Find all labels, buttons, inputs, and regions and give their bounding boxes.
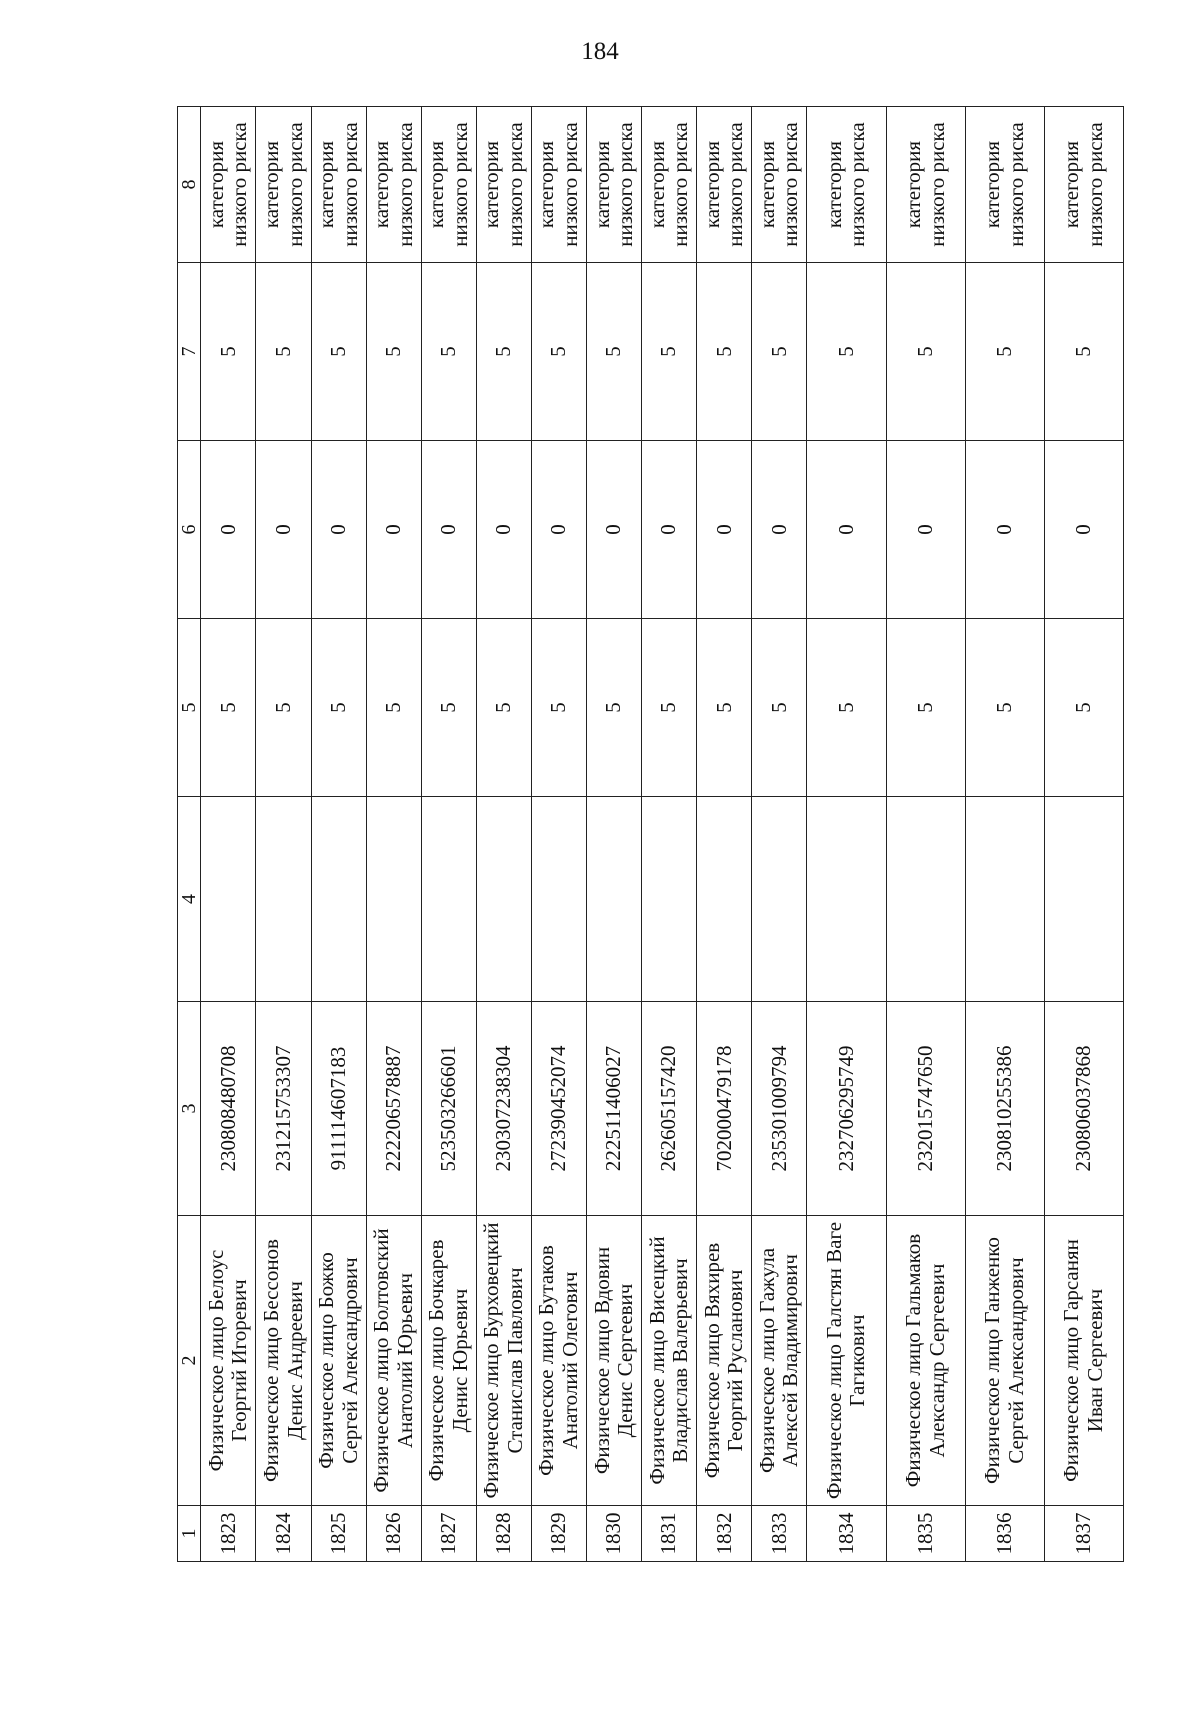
entity-name: Физическое лицо Бутаков Анатолий Олегович xyxy=(531,1216,586,1506)
table-row xyxy=(886,107,965,1562)
column-6-value: 0 xyxy=(311,441,366,619)
column-7-value: 5 xyxy=(311,263,366,441)
column-7-value: 5 xyxy=(531,263,586,441)
inn-cell: 235301009794 xyxy=(752,1002,807,1216)
risk-category: категория низкого риска xyxy=(256,107,311,263)
table-row xyxy=(642,107,697,1562)
column-4-cell xyxy=(886,797,965,1002)
column-7-value: 5 xyxy=(1044,263,1123,441)
entity-name: Физическое лицо Вяхирев Георгий Русланович xyxy=(697,1216,752,1506)
column-5-value: 5 xyxy=(807,619,886,797)
column-5-value: 5 xyxy=(421,619,476,797)
risk-category: категория низкого риска xyxy=(476,107,531,263)
column-5-value: 5 xyxy=(965,619,1044,797)
header-cell-2: 2 xyxy=(178,1216,201,1506)
row-number: 1832 xyxy=(697,1506,752,1562)
header-cell-6: 6 xyxy=(178,441,201,619)
column-7-value: 5 xyxy=(421,263,476,441)
inn-cell: 702000479178 xyxy=(697,1002,752,1216)
column-4-cell xyxy=(965,797,1044,1002)
column-4-cell xyxy=(366,797,421,1002)
table-row xyxy=(1044,107,1123,1562)
column-7-value: 5 xyxy=(752,263,807,441)
risk-category: категория низкого риска xyxy=(697,107,752,263)
column-6-value: 0 xyxy=(697,441,752,619)
column-7-value: 5 xyxy=(256,263,311,441)
table-row xyxy=(201,107,256,1562)
inn-cell: 272390452074 xyxy=(531,1002,586,1216)
header-cell-4: 4 xyxy=(178,797,201,1002)
column-5-value: 5 xyxy=(476,619,531,797)
inn-cell: 231215753307 xyxy=(256,1002,311,1216)
table-row xyxy=(476,107,531,1562)
row-number: 1833 xyxy=(752,1506,807,1562)
column-4-cell xyxy=(697,797,752,1002)
risk-category: категория низкого риска xyxy=(642,107,697,263)
column-4-cell xyxy=(752,797,807,1002)
column-6-value: 0 xyxy=(807,441,886,619)
column-5-value: 5 xyxy=(256,619,311,797)
column-7-value: 5 xyxy=(807,263,886,441)
table-row xyxy=(697,107,752,1562)
column-5-value: 5 xyxy=(697,619,752,797)
row-number: 1824 xyxy=(256,1506,311,1562)
header-cell-7: 7 xyxy=(178,263,201,441)
column-6-value: 0 xyxy=(886,441,965,619)
row-number: 1830 xyxy=(587,1506,642,1562)
table-row xyxy=(965,107,1044,1562)
inn-cell: 523503266601 xyxy=(421,1002,476,1216)
column-6-value: 0 xyxy=(752,441,807,619)
table-row xyxy=(256,107,311,1562)
rotated-table-container xyxy=(177,107,1124,1562)
risk-category: категория низкого риска xyxy=(807,107,886,263)
risk-category: категория низкого риска xyxy=(1044,107,1123,263)
entity-name: Физическое лицо Галстян Ваге Гагикович xyxy=(807,1216,886,1506)
column-5-value: 5 xyxy=(642,619,697,797)
column-7-value: 5 xyxy=(201,263,256,441)
column-5-value: 5 xyxy=(1044,619,1123,797)
entity-name: Физическое лицо Божко Сергей Александрович xyxy=(311,1216,366,1506)
registry-table xyxy=(177,106,1124,1562)
column-4-cell xyxy=(531,797,586,1002)
column-4-cell xyxy=(421,797,476,1002)
entity-name: Физическое лицо Ганженко Сергей Александрович xyxy=(965,1216,1044,1506)
header-row xyxy=(178,107,201,1562)
risk-category: категория низкого риска xyxy=(201,107,256,263)
row-number: 1836 xyxy=(965,1506,1044,1562)
table-row xyxy=(531,107,586,1562)
inn-cell: 911114607183 xyxy=(311,1002,366,1216)
column-5-value: 5 xyxy=(752,619,807,797)
column-6-value: 0 xyxy=(531,441,586,619)
entity-name: Физическое лицо Гальмаков Александр Сергеевич xyxy=(886,1216,965,1506)
column-4-cell xyxy=(256,797,311,1002)
row-number: 1828 xyxy=(476,1506,531,1562)
row-number: 1831 xyxy=(642,1506,697,1562)
column-4-cell xyxy=(311,797,366,1002)
page-number: 184 xyxy=(581,38,619,65)
column-7-value: 5 xyxy=(476,263,531,441)
column-6-value: 0 xyxy=(476,441,531,619)
column-4-cell xyxy=(201,797,256,1002)
row-number: 1829 xyxy=(531,1506,586,1562)
row-number: 1826 xyxy=(366,1506,421,1562)
entity-name: Физическое лицо Вдовин Денис Сергеевич xyxy=(587,1216,642,1506)
inn-cell: 222511406027 xyxy=(587,1002,642,1216)
inn-cell: 230307238304 xyxy=(476,1002,531,1216)
header-cell-3: 3 xyxy=(178,1002,201,1216)
column-6-value: 0 xyxy=(587,441,642,619)
column-7-value: 5 xyxy=(642,263,697,441)
entity-name: Физическое лицо Бессонов Денис Андреевич xyxy=(256,1216,311,1506)
column-4-cell xyxy=(1044,797,1123,1002)
entity-name: Физическое лицо Гажула Алексей Владимирович xyxy=(752,1216,807,1506)
inn-cell: 232015747650 xyxy=(886,1002,965,1216)
entity-name: Физическое лицо Бочкарев Денис Юрьевич xyxy=(421,1216,476,1506)
table-row xyxy=(366,107,421,1562)
row-number: 1825 xyxy=(311,1506,366,1562)
header-cell-5: 5 xyxy=(178,619,201,797)
column-4-cell xyxy=(476,797,531,1002)
entity-name: Физическое лицо Гарсанян Иван Сергеевич xyxy=(1044,1216,1123,1506)
column-5-value: 5 xyxy=(311,619,366,797)
column-5-value: 5 xyxy=(531,619,586,797)
column-6-value: 0 xyxy=(1044,441,1123,619)
column-7-value: 5 xyxy=(587,263,642,441)
header-cell-1: 1 xyxy=(178,1506,201,1562)
risk-category: категория низкого риска xyxy=(531,107,586,263)
column-4-cell xyxy=(807,797,886,1002)
column-4-cell xyxy=(587,797,642,1002)
risk-category: категория низкого риска xyxy=(886,107,965,263)
column-6-value: 0 xyxy=(366,441,421,619)
table-row xyxy=(311,107,366,1562)
column-7-value: 5 xyxy=(965,263,1044,441)
table-row xyxy=(807,107,886,1562)
risk-category: категория низкого риска xyxy=(366,107,421,263)
table-row xyxy=(587,107,642,1562)
column-7-value: 5 xyxy=(886,263,965,441)
column-5-value: 5 xyxy=(201,619,256,797)
inn-cell: 230806037868 xyxy=(1044,1002,1123,1216)
column-6-value: 0 xyxy=(965,441,1044,619)
column-6-value: 0 xyxy=(642,441,697,619)
inn-cell: 232706295749 xyxy=(807,1002,886,1216)
inn-cell: 230810255386 xyxy=(965,1002,1044,1216)
column-5-value: 5 xyxy=(587,619,642,797)
risk-category: категория низкого риска xyxy=(587,107,642,263)
inn-cell: 262605157420 xyxy=(642,1002,697,1216)
entity-name: Физическое лицо Висецкий Владислав Валерьевич xyxy=(642,1216,697,1506)
row-number: 1834 xyxy=(807,1506,886,1562)
column-5-value: 5 xyxy=(366,619,421,797)
column-6-value: 0 xyxy=(256,441,311,619)
risk-category: категория низкого риска xyxy=(421,107,476,263)
column-6-value: 0 xyxy=(201,441,256,619)
row-number: 1837 xyxy=(1044,1506,1123,1562)
column-7-value: 5 xyxy=(366,263,421,441)
table-row xyxy=(421,107,476,1562)
risk-category: категория низкого риска xyxy=(965,107,1044,263)
inn-cell: 222206578887 xyxy=(366,1002,421,1216)
column-7-value: 5 xyxy=(697,263,752,441)
table-row xyxy=(752,107,807,1562)
risk-category: категория низкого риска xyxy=(311,107,366,263)
column-5-value: 5 xyxy=(886,619,965,797)
header-cell-8: 8 xyxy=(178,107,201,263)
entity-name: Физическое лицо Белоус Георгий Игоревич xyxy=(201,1216,256,1506)
row-number: 1823 xyxy=(201,1506,256,1562)
risk-category: категория низкого риска xyxy=(752,107,807,263)
entity-name: Физическое лицо Болтовский Анатолий Юрьевич xyxy=(366,1216,421,1506)
row-number: 1835 xyxy=(886,1506,965,1562)
row-number: 1827 xyxy=(421,1506,476,1562)
inn-cell: 230808480708 xyxy=(201,1002,256,1216)
entity-name: Физическое лицо Бурховецкий Станислав Павлович xyxy=(476,1216,531,1506)
column-4-cell xyxy=(642,797,697,1002)
column-6-value: 0 xyxy=(421,441,476,619)
